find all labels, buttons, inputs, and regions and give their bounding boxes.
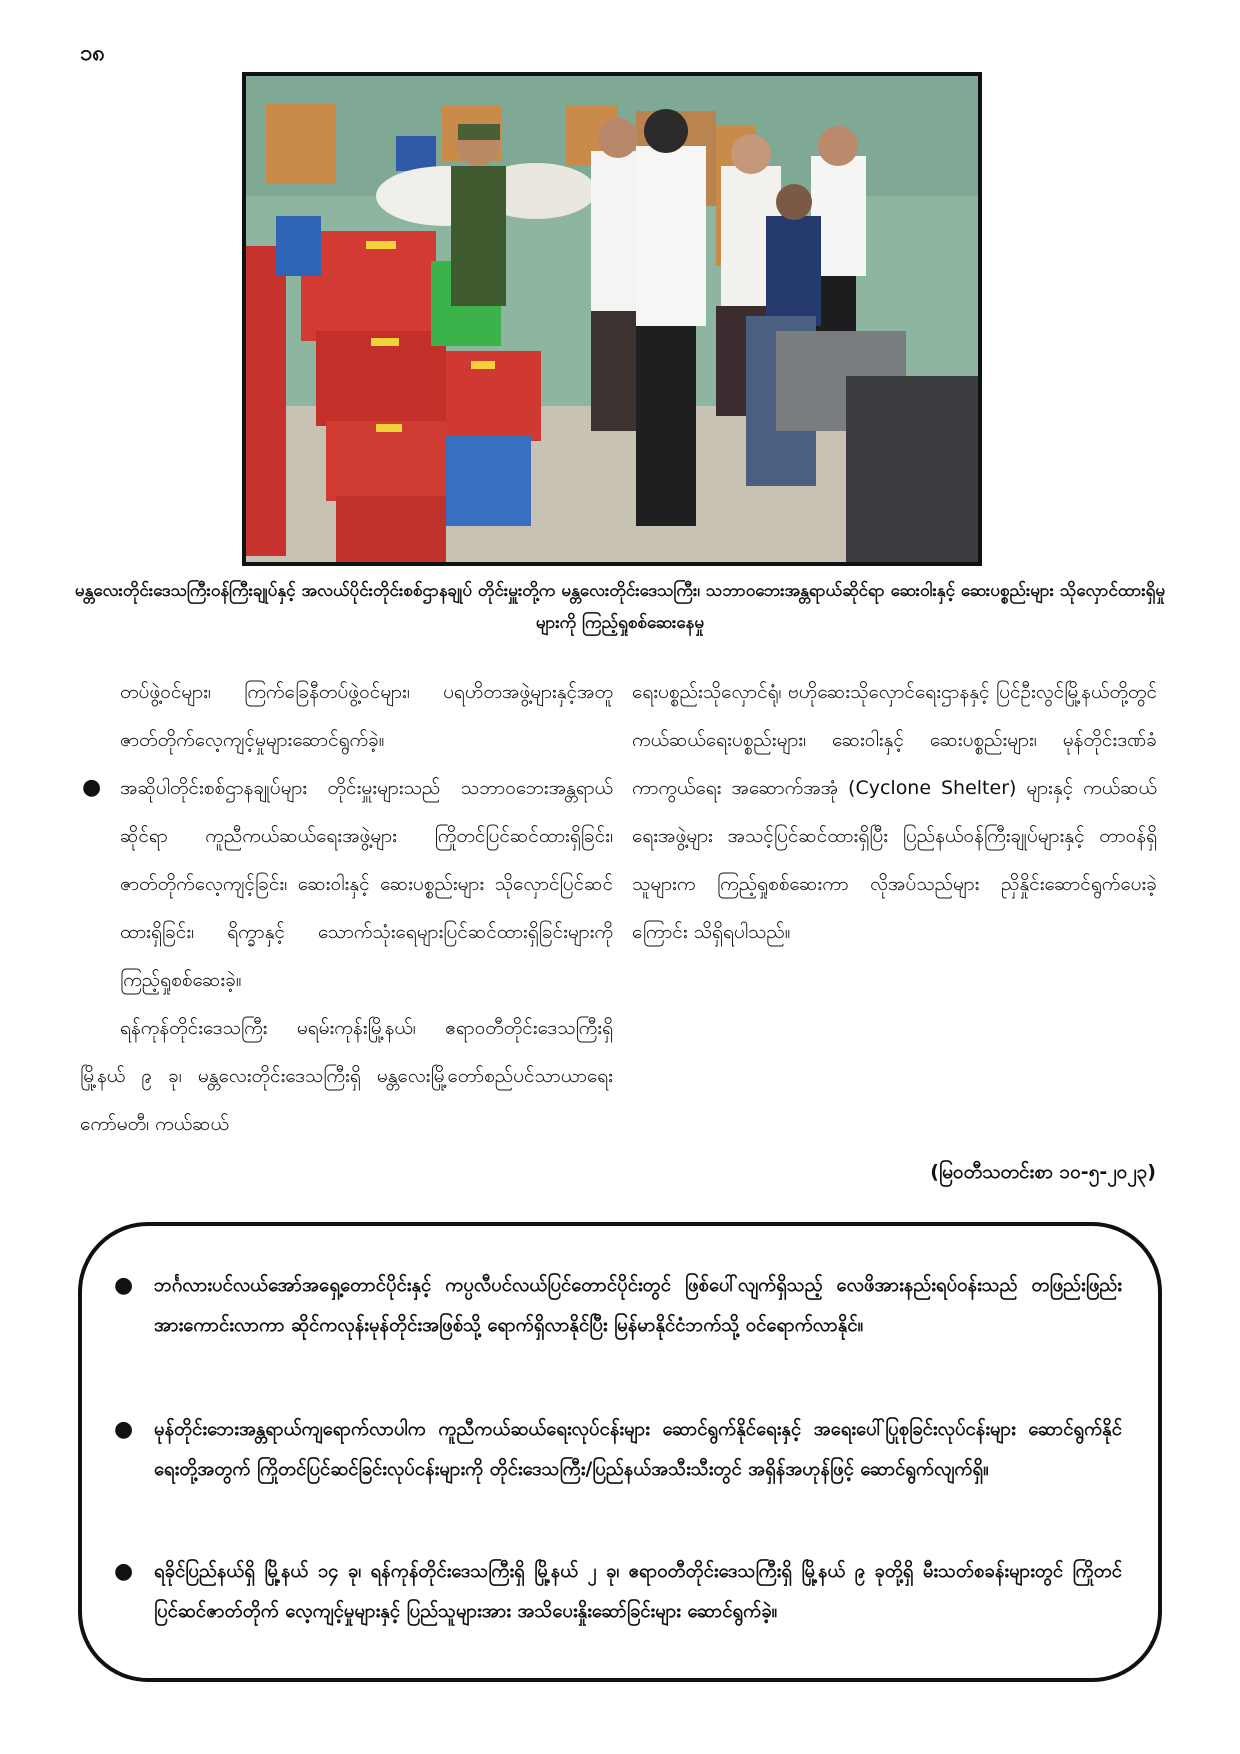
summary-item-3-text: ရခိုင်ပြည်နယ်ရှိ မြို့နယ် ၁၄ ခု၊ ရန်ကုန်တိုင်းဒေသကြီးရှိ မြို့နယ် ၂ ခု၊ ဧရာဝတီတိုင်းဒေသကြီးရှိ မြို့နယ် ၉ ခုတို့ရှိ မီးသတ်စခန်းများတွင် ကြိုတင်ပြင်ဆင်ဇာတ်တိုက် လေ့ကျင့်မှုများနှင့် ပြည်သူများအား အသိပေးနှိုးဆော်ခြင်းများ ဆောင်ရွက်ခဲ့။ <box>154 1561 1122 1622</box>
summary-item-1 <box>114 1266 1122 1346</box>
right-column <box>632 668 1157 956</box>
warehouse-inspection-photo <box>242 72 982 566</box>
summary-item-1-text: ဘင်္ဂလားပင်လယ်အော်အရှေ့တောင်ပိုင်းနှင့် ကပ္ပလီပင်လယ်ပြင်တောင်ပိုင်းတွင် ဖြစ်ပေါ်လျက်ရှိသည့် လေဖိအားနည်းရပ်ဝန်းသည် တဖြည်းဖြည်းအားကောင်းလာကာ ဆိုင်ကလုန်းမုန်တိုင်းအဖြစ်သို့ ရောက်ရှိလာနိုင်ပြီး မြန်မာနိုင်ငံဘက်သို့ ဝင်ရောက်လာနိုင်။ <box>154 1275 1122 1336</box>
bullet-icon: ● <box>82 775 102 800</box>
source-citation: (မြဝတီသတင်းစာ ၁၀-၅-၂၀၂၃) <box>930 1161 1156 1183</box>
summary-item-2 <box>114 1410 1122 1490</box>
summary-box <box>78 1222 1162 1682</box>
left-bullet-1 <box>80 764 613 1004</box>
left-bullet-1-text: အဆိုပါတိုင်းစစ်ဌာနချုပ်များ တိုင်းမှူးများသည် သဘာဝဘေးအန္တရာယ်ဆိုင်ရာ ကူညီကယ်ဆယ်ရေးအဖွဲ့များ ကြိုတင်ပြင်ဆင်ထားရှိခြင်း၊ ဇာတ်တိုက်လေ့ကျင့်ခြင်း၊ ဆေးဝါးနှင့် ဆေးပစ္စည်းများ သိုလှောင်ပြင်ဆင်ထားရှိခြင်း၊ ရိက္ခာနှင့် သောက်သုံးရေများပြင်ဆင်ထားရှိခြင်းများကို ကြည့်ရှုစစ်ဆေးခဲ့။ <box>120 777 613 991</box>
bullet-icon: ● <box>114 1273 134 1298</box>
bullet-icon: ● <box>114 1559 134 1584</box>
bullet-icon: ● <box>114 1417 134 1442</box>
left-para-1: တပ်ဖွဲ့ဝင်များ၊ ကြက်ခြေနီတပ်ဖွဲ့ဝင်များ၊ ပရဟိတအဖွဲ့များနှင့်အတူ ဇာတ်တိုက်လေ့ကျင့်မှုများဆောင်ရွက်ခဲ့။ <box>120 681 613 751</box>
right-para-1: ရေးပစ္စည်းသိုလှောင်ရုံ၊ ဗဟိုဆေးသိုလှောင်ရေးဌာနနှင့် ပြင်ဦးလွင်မြို့နယ်တို့တွင် ကယ်ဆယ်ရေးပစ္စည်းများ၊ ဆေးဝါးနှင့် ဆေးပစ္စည်းများ၊ မုန်တိုင်းဒဏ်ခံကာကွယ်ရေး အဆောက်အအုံ (Cyclone Shelter) များနှင့် ကယ်ဆယ်ရေးအဖွဲ့များ အသင့်ပြင်ဆင်ထားရှိပြီး ပြည်နယ်ဝန်ကြီးချုပ်များနှင့် တာဝန်ရှိသူများက ကြည့်ရှုစစ်ဆေးကာ လိုအပ်သည်များ ညှိနှိုင်းဆောင်ရွက်ပေးခဲ့ကြောင်း သိရှိရပါသည်။ <box>632 681 1157 943</box>
left-column <box>80 668 613 1148</box>
page-number: ၁၈ <box>80 41 105 66</box>
summary-item-3 <box>114 1552 1122 1632</box>
left-para-2: ရန်ကုန်တိုင်းဒေသကြီး မရမ်းကုန်းမြို့နယ်၊ ဧရာဝတီတိုင်းဒေသကြီးရှိ မြို့နယ် ၉ ခု၊ မန္တလေးတိုင်းဒေသကြီးရှိ မန္တလေးမြို့တော်စည်ပင်သာယာရေးကော်မတီ၊ ကယ်ဆယ် <box>80 1017 613 1135</box>
photo-caption: မန္တလေးတိုင်းဒေသကြီးဝန်ကြီးချုပ်နှင့် အလယ်ပိုင်းတိုင်းစစ်ဌာနချုပ် တိုင်းမှူးတို့က မန္တလေးတိုင်းဒေသကြီး၊ သဘာဝဘေးအန္တရာယ်ဆိုင်ရာ ဆေးဝါးနှင့် ဆေးပစ္စည်းများ သိုလှောင်ထားရှိမှုများကို ကြည့်ရှုစစ်ဆေးနေမှု <box>74 581 1166 633</box>
summary-item-2-text: မုန်တိုင်းဘေးအန္တရာယ်ကျရောက်လာပါက ကူညီကယ်ဆယ်ရေးလုပ်ငန်းများ ဆောင်ရွက်နိုင်ရေးနှင့် အရေးပေါ်ပြုစုခြင်းလုပ်ငန်းများ ဆောင်ရွက်နိုင်ရေးတို့အတွက် ကြိုတင်ပြင်ဆင်ခြင်းလုပ်ငန်းများကို တိုင်းဒေသကြီး/ပြည်နယ်အသီးသီးတွင် အရှိန်အဟုန်ဖြင့် ဆောင်ရွက်လျက်ရှိ။ <box>154 1419 1122 1480</box>
